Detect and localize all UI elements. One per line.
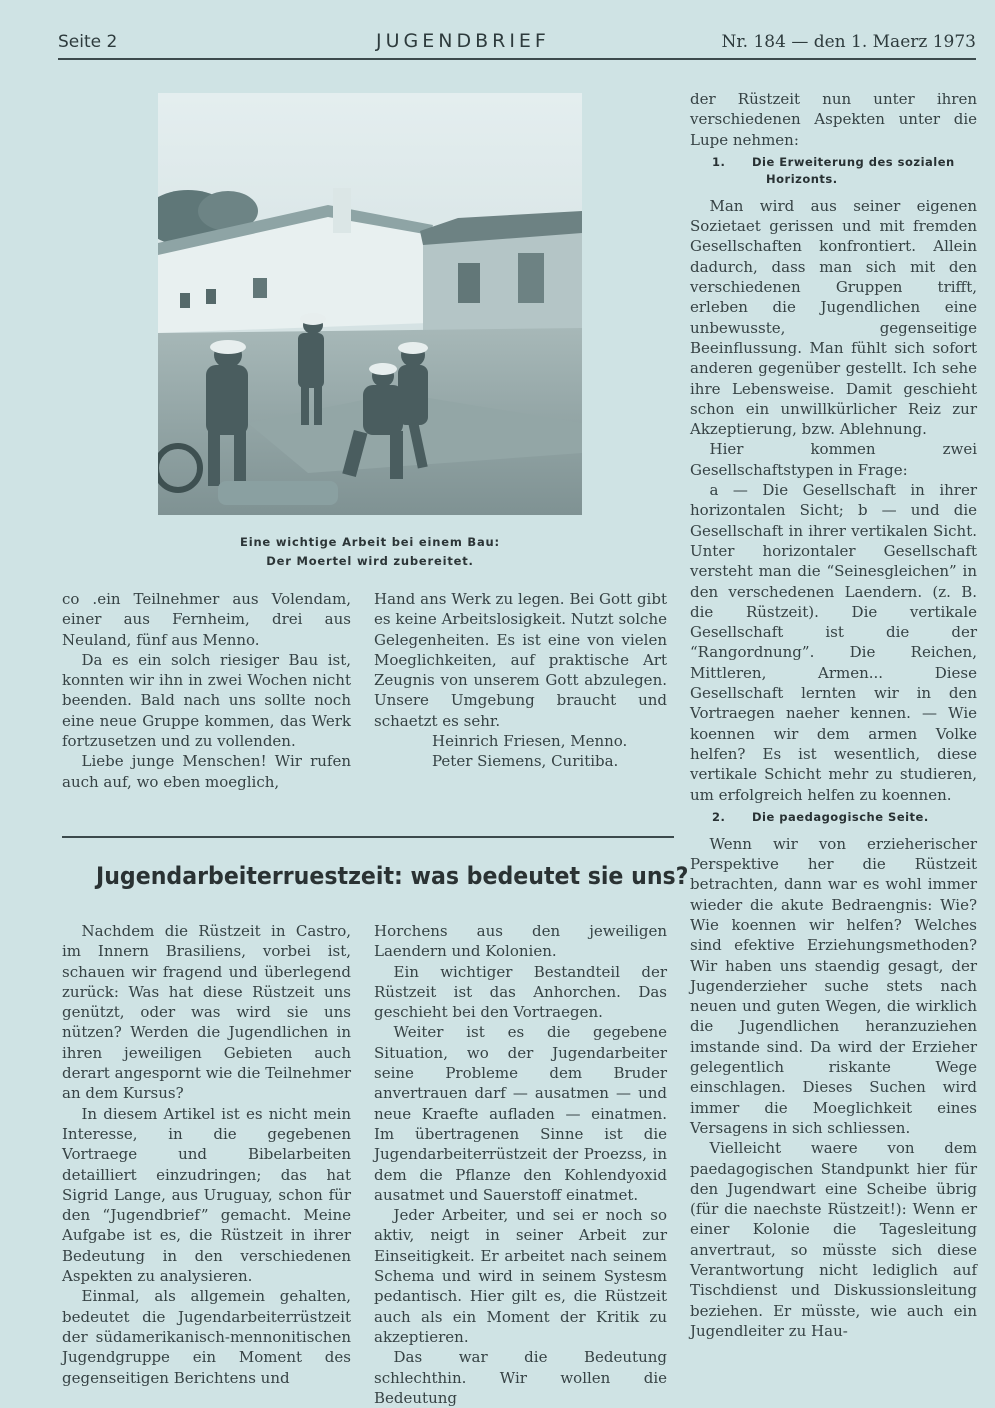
construction-photo-image [158,93,582,515]
subheading-text: Die Erweiterung des sozialen [752,154,955,169]
paragraph: Liebe junge Menschen! Wir rufen auch auf, wo eben moeglich, [62,752,351,791]
lower-middle-column [374,921,667,1408]
paragraph: Man wird aus seiner eigenen Sozietaet gerissen und mit fremden Gesellschaften konfrontiert. Allein dadurch, dass man sich mit den verschiedenen Gruppen trifft, erleben die Jugendlichen eine unbewusste, gegenseitige Beeinflussung. Man fühlt sich sofort anderen gegenüber gestellt. Ich sehe ihre Lebensweise. Damit geschieht schon ein unwillkürlicher Reiz zur Akzeptierung, bzw. Ablehnung. [690,196,977,439]
subheading-social-horizon [690,154,977,188]
upper-middle-column [374,589,667,772]
paragraph: co .ein Teilnehmer aus Volendam, einer aus Fernheim, drei aus Neuland, fünf aus Menno. [62,590,351,649]
issue-date: Nr. 184 — den 1. Maerz 1973 [721,32,976,52]
paragraph: Wenn wir von erzieherischer Perspektive her die Rüstzeit betrachten, dann war es wohl immer wieder die akute Bedraengnis: Wie? Wie koennen wir helfen? Welches sind efektive Erziehungsmethoden? Wir haben uns staendig gesagt, der Jugenderzieher suche stets nach neuen und guten Wegen, die wirklich die Jugendlichen heranzuziehen imstande sind. Da wird der Erzieher gelegentlich riskante Wege einschlagen. Dieses Suchen wird immer die Moeglichkeit eines Versagens in sich schliessen. [690,834,977,1137]
construction-photo [158,93,582,515]
paragraph: a — Die Gesellschaft in ihrer horizontalen Sicht; b — und die Gesellschaft in ihrer vertikalen Sicht. Unter horizontaler Gesellschaft versteht man die “Seinesgleichen” in den verschedenen Laendern. (z. B. die Rüstzeit). Die vertikale Gesellschaft ist die der “Rangordnung”. Die Reichen, Mittleren, Armen... Diese Gesellschaft lernten wir in den Vortraegen naeher kennen. — Wie koennen wir dem armen Volke helfen? Es ist wesentlich, diese vertikale Schicht mehr zu studieren, um erfolgreich helfen zu koennen. [690,481,977,804]
upper-left-column [62,589,351,792]
paragraph: Das war die Bedeutung schlechthin. Wir wollen die Bedeutung [374,1348,667,1407]
section-divider [62,836,674,838]
paragraph: Hier kommen zwei Gesellschaftstypen in Frage: [690,440,977,479]
subheading-text-continued: Horizonts. [766,171,838,186]
paragraph: Einmal, als allgemein gehalten, bedeutet die Jugendarbeiterrüstzeit der südamerikanisch-mennonitischen Jugendgruppe ein Moment des gegenseitigen Berichtens und [62,1287,351,1387]
paragraph: Ein wichtiger Bestandteil der Rüstzeit ist das Anhorchen. Das geschieht bei den Vortraegen. [374,962,667,1022]
paragraph: Vielleicht waere von dem paedagogischen Standpunkt hier für den Jugendwart eine Scheibe übrig (für die naechste Rüstzeit!): Wenn er einer Kolonie die Tagesleitung anvertraut, so müsste sich diese Verantwortung nicht lediglich auf Tischdienst und Diskussionsleitung beziehen. Er müsste, wie auch ein Jugendleiter zu Hau- [690,1139,977,1340]
subheading-number: 1. [712,154,726,169]
subheading-pedagogical [690,809,977,826]
subheading-number: 2. [712,809,726,824]
paragraph: Horchens aus den jeweiligen Laendern und Kolonien. [374,922,667,961]
signature-line: Heinrich Friesen, Menno. [432,732,628,751]
paragraph: Hand ans Werk zu legen. Bei Gott gibt es keine Arbeitslosigkeit. Nutzt solche Gelegenheiten. Es ist eine von vielen Moeglichkeiten, auf praktische Art Zeugnis von unserem Gott abzulegen. Unsere Umgebung braucht und schaetzt es sehr. [374,590,667,730]
paragraph: der Rüstzeit nun unter ihren verschiedenen Aspekten unter die Lupe nehmen: [690,90,977,149]
paragraph: Nachdem die Rüstzeit in Castro, im Innern Brasiliens, vorbei ist, schauen wir fragend und überlegend zurück: Was hat diese Rüstzeit uns genützt, oder was wird sie uns nützen? Werden die Jugendlichen in ihren jeweiligen Gebieten auch derart angespornt wie die Teilnehmer an dem Kursus? [62,922,351,1103]
paragraph: Jeder Arbeiter, und sei er noch so aktiv, neigt in seiner Arbeit zur Einseitigkeit. Er arbeitet nach seinem Schema und wird in seinem Systesm pedantisch. Hier gilt es, die Rüstzeit auch als ein Moment der Kritik zu akzeptieren. [374,1206,667,1346]
article-title: Jugendarbeiterruestzeit: was bedeutet sie uns? [96,862,689,890]
photo-caption-line1: Eine wichtige Arbeit bei einem Bau: [240,535,500,549]
photo-caption [158,533,582,571]
masthead: JUGENDBRIEF [376,30,550,52]
page-number: Seite 2 [58,32,118,52]
paragraph: In diesem Artikel ist es nicht mein Interesse, in die gegebenen Vortraege und Bibelarbeiten detailliert einzudringen; das hat Sigrid Lange, aus Uruguay, schon für den “Jugendbrief” gemacht. Meine Aufgabe ist es, die Rüstzeit in ihrer Bedeutung in den verschiedenen Aspekten zu analysieren. [62,1104,351,1286]
right-column [690,89,977,1341]
paragraph: Weiter ist es die gegebene Situation, wo der Jugendarbeiter seine Probleme dem Bruder anvertrauen darf — ausatmen — und neue Kraefte aufladen — einatmen. Im übertragenen Sinne ist die Jugendarbeiterrüstzeit der Proezss, in dem die Pflanze den Kohlendyoxid ausatmet und Sauerstoff einatmet. [374,1023,667,1204]
signature-line: Peter Siemens, Curitiba. [432,752,619,771]
photo-caption-line2: Der Moertel wird zubereitet. [266,554,474,568]
lower-left-column [62,921,351,1388]
paragraph: Da es ein solch riesiger Bau ist, konnten wir ihn in zwei Wochen nicht beenden. Bald nach uns sollte noch eine neue Gruppe kommen, das Werk fortzusetzen und zu vollenden. [62,650,351,751]
page-header [58,28,976,60]
subheading-text: Die paedagogische Seite. [752,809,929,824]
